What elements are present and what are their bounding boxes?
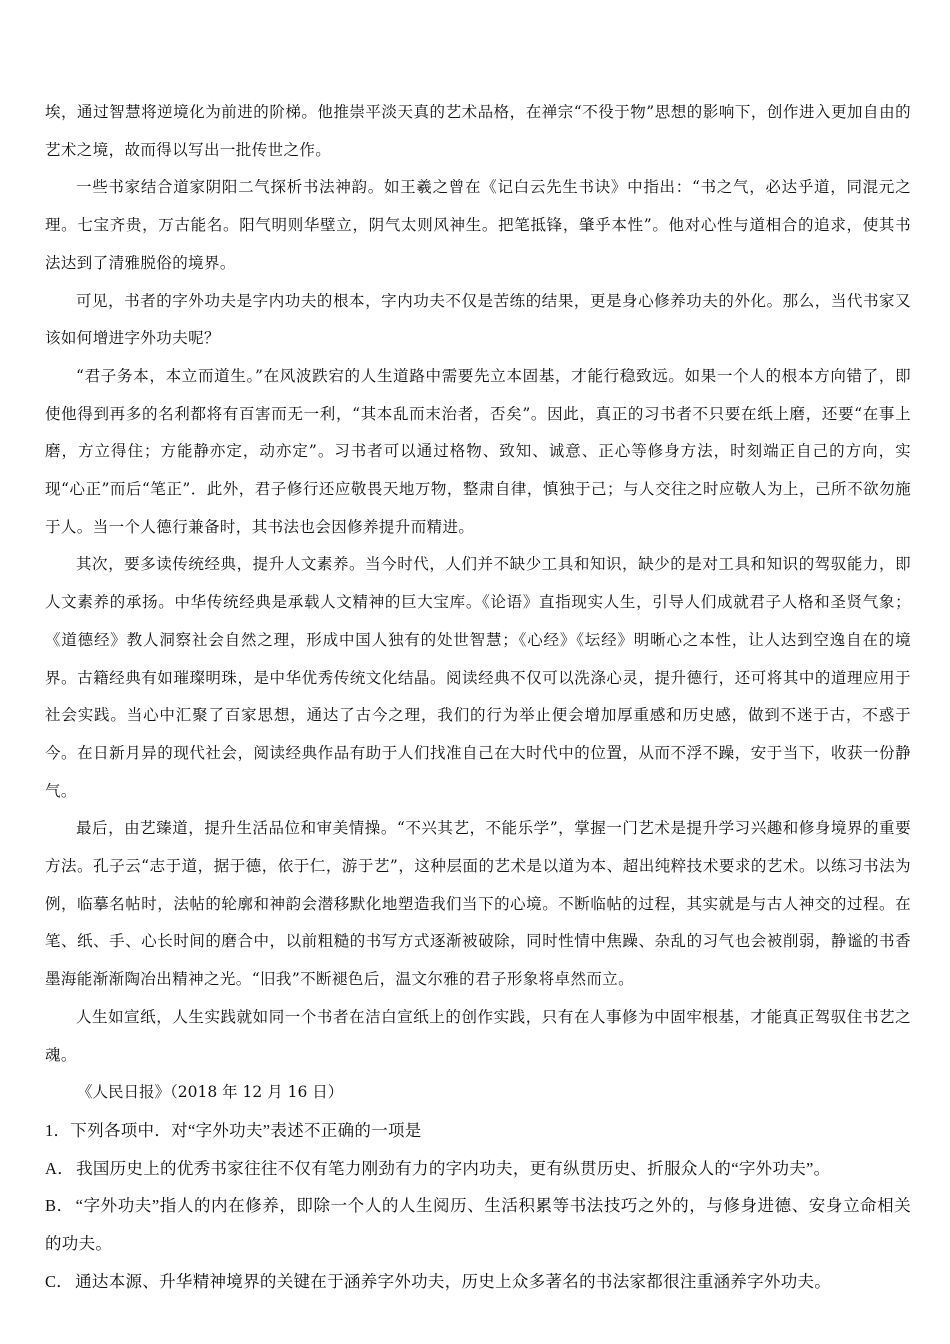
article-paragraph: 一些书家结合道家阴阳二气探析书法神韵。如王羲之曾在《记白云先生书诀》中指出：“书之气，必达乎道，同混元之理。七宝齐贵，万古能名。阳气明则华壁立，阴气太则风神生。把笔抵锋，肇乎本性”。他对心性与道相合的追求，使其书法达到了清雅脱俗的境界。 [45, 178, 911, 272]
article-paragraph: 其次，要多读传统经典，提升人文素养。当今时代，人们并不缺少工具和知识，缺少的是对工具和知识的驾驭能力，即人文素养的承扬。中华传统经典是承载人文精神的巨大宝库。《论语》直指现实人生，引导人们成就君子人格和圣贤气象；《道德经》教人洞察社会自然之理，形成中国人独有的处世智慧；《心经》《坛经》明晰心之本性，让人达到空逸自在的境界。古籍经典有如璀璨明珠，是中华优秀传统文化结晶。阅读经典不仅可以洗涤心灵，提升德行，还可将其中的道理应用于社会实践。当心中汇聚了百家思想，通达了古今之理，我们的行为举止便会增加厚重感和历史感，做到不迷于古，不惑于今。在日新月异的现代社会，阅读经典作品有助于人们找准自己在大时代中的位置，从而不浮不躁，安于当下，收获一份静气。 [45, 555, 911, 800]
article-paragraph: 埃，通过智慧将逆境化为前进的阶梯。他推崇平淡天真的艺术品格，在禅宗“不役于物”思想的影响下，创作进入更加自由的艺术之境，故而得以写出一批传世之作。 [45, 103, 911, 159]
option-text: “字外功夫”指人的内在修养，即除一个人的人生阅历、生活积累等书法技巧之外的，与修身进德、安身立命相关的功夫。 [45, 1196, 911, 1254]
article-paragraph: 人生如宣纸，人生实践就如同一个书者在洁白宣纸上的创作实践，只有在人事修为中固牢根基，才能真正驾驭住书艺之魂。 [45, 1007, 911, 1064]
article-source: 《人民日报》（2018 年 12 月 16 日） [77, 1083, 344, 1102]
article-paragraph: 最后，由艺臻道，提升生活品位和审美情操。“不兴其艺，不能乐学”，掌握一门艺术是提升学习兴趣和修身境界的重要方法。孔子云“志于道，据于德，依于仁，游于艺”，这种层面的艺术是以道为本、超出纯粹技术要求的艺术。以练习书法为例，临摹名帖时，法帖的轮廓和神韵会潜移默化地塑造我们当下的心境。不断临帖的过程，其实就是与古人神交的过程。在笔、纸、手、心长时间的磨合中，以前粗糙的书写方式逐渐被破除，同时性情中焦躁、杂乱的习气也会被削弱，静谧的书香墨海能渐渐陶冶出精神之光。“旧我”不断褪色后，温文尔雅的君子形象将卓然而立。 [45, 819, 911, 989]
question-stem: 1．下列各项中．对“字外功夫”表述不正确的一项是 [45, 1120, 422, 1140]
option-letter: C． [45, 1271, 74, 1291]
question-option-b [45, 1187, 911, 1262]
question-option-a [45, 1150, 911, 1188]
article-paragraph: “君子务本，本立而道生。”在风波跌宕的人生道路中需要先立本固基，才能行稳致远。如果一个人的根本方向错了，即使他得到再多的名利都将有百害而无一利，“其本乱而末治者，否矣”。因此，真正的习书者不只要在纸上磨，还要“在事上磨，方立得住；方能静亦定，动亦定”。习书者可以通过格物、致知、诚意、正心等修身方法，时刻端正自己的方向，实现“心正”而后“笔正”．此外，君子修行还应敬畏天地万物，整肃自律，慎独于己；与人交往之时应敬人为上，己所不欲勿施于人。当一个人德行兼备时，其书法也会因修养提升而精进。 [45, 366, 911, 536]
question-option-c [45, 1263, 911, 1301]
option-text: 我国历史上的优秀书家往往不仅有笔力刚劲有力的字内功夫，更有纵贯历史、折服众人的“字外功夫”。 [76, 1158, 831, 1178]
option-text: 通达本源、升华精神境界的关键在于涵养字外功夫，历史上众多著名的书法家都很注重涵养字外功夫。 [75, 1271, 832, 1291]
option-letter: A． [45, 1158, 75, 1178]
document-page [45, 94, 911, 1301]
option-letter: B． [45, 1196, 74, 1216]
article-paragraph: 可见，书者的字外功夫是字内功夫的根本，字内功夫不仅是苦练的结果，更是身心修养功夫的外化。那么，当代书家又该如何增进字外功夫呢？ [45, 291, 911, 348]
